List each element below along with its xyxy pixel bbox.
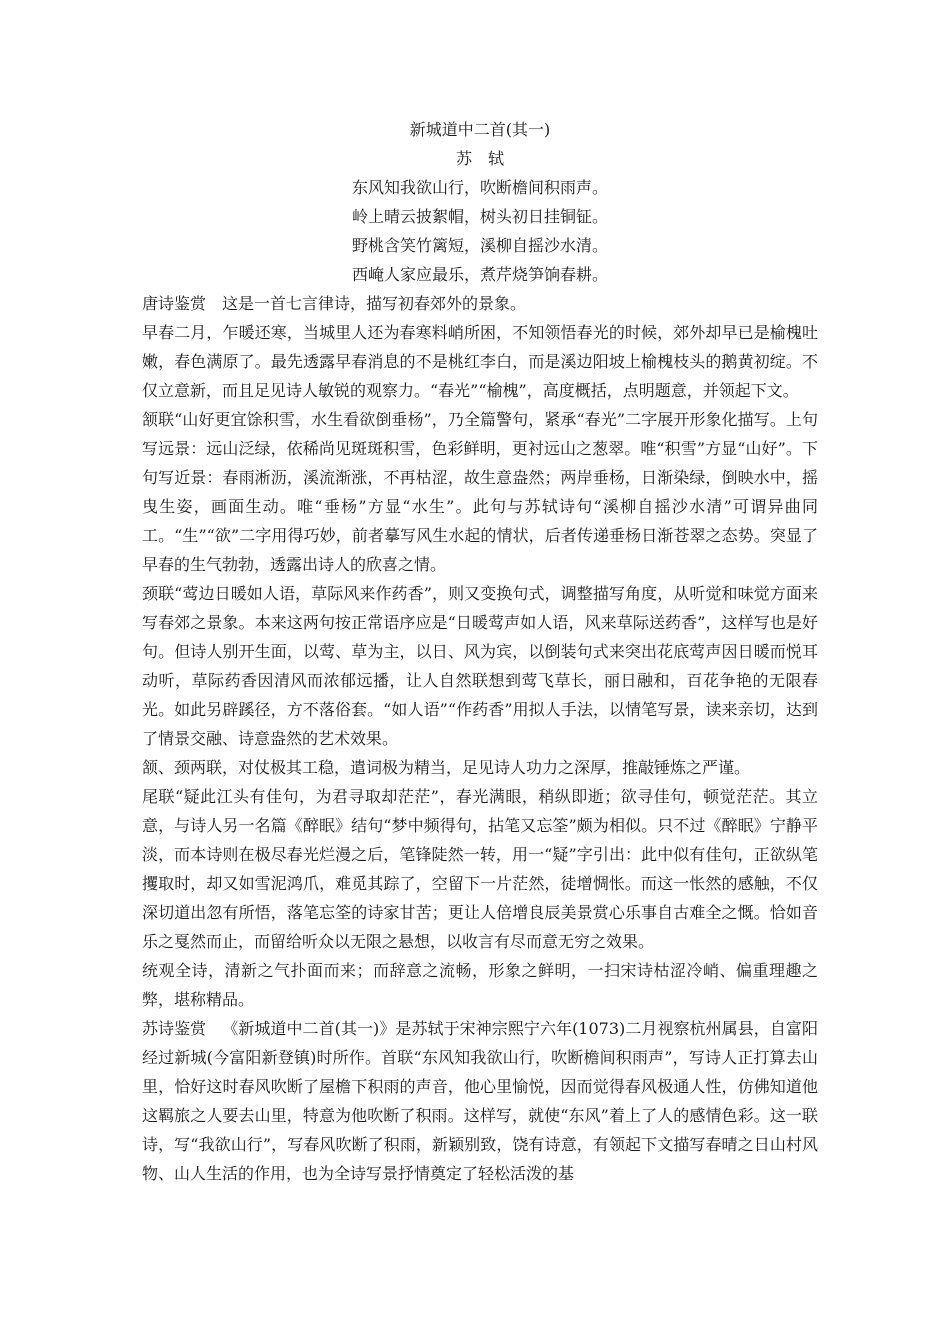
tang-paragraph: 颔联“山好更宜馀积雪，水生看欲倒垂杨”，乃全篇警句，紧承“春光”二字展开形象化描写。上句写远景：远山泛绿，依稀尚见斑斑积雪，色彩鲜明，更衬远山之葱翠。唯“积雪”方显“山好”。下句写近景：春雨淅沥，溪流渐涨，不再枯涩，故生意盎然；两岸垂杨，日渐染绿，倒映水中，摇曳生姿，画面生动。唯“垂杨”方显“水生”。此句与苏轼诗句“溪柳自摇沙水清”可谓异曲同工。“生”“欲”二字用得巧妙，前者摹写风生水起的情状，后者传递垂杨日渐苍翠之态势。突显了早春的生气勃勃，透露出诗人的欣喜之情。 [142,410,818,574]
poem-line: 岭上晴云披絮帽，树头初日挂铜钲。 [351,207,608,226]
commentary-body [142,289,818,1188]
tang-paragraph: 尾联“疑此江头有佳句，为君寻取却茫茫”，春光满眼，稍纵即逝；欲寻佳句，顿觉茫茫。其立意，与诗人另一名篇《醉眠》结句“梦中频得句，拈笔又忘筌”颇为相似。只不过《醉眠》宁静平淡，而本诗则在极尽春光烂漫之后，笔锋陡然一转，用一“疑”字引出：此中似有佳句，正欲纵笔攫取时，却又如雪泥鸿爪，难觅其踪了，空留下一片茫然，徒增惆怅。而这一怅然的感触，不仅深切道出忽有所悟，落笔忘筌的诗家甘苦；更让人倍增良辰美景赏心乐事自古难全之慨。恰如音乐之戛然而止，而留给听众以无限之悬想，以收言有尽而意无穷之效果。 [142,787,818,951]
tang-paragraph: 统观全诗，清新之气扑面而来；而辞意之流畅，形象之鲜明，一扫宋诗枯涩冷峭、偏重理趣之弊，堪称精品。 [142,961,818,1009]
poem-block [142,115,818,289]
tang-paragraph: 颔、颈两联，对仗极其工稳，遣词极为精当，足见诗人功力之深厚，推敲锤炼之严谨。 [142,758,751,777]
tang-commentary-label: 唐诗鉴赏 [142,294,207,313]
su-commentary-text: 《新城道中二首(其一)》是苏轼于宋神宗熙宁六年(1073)二月视察杭州属县，自富阳经过新城(今富阳新登镇)时所作。首联“东风知我欲山行，吹断檐间积雨声”，写诗人正打算去山里，恰好这时春风吹断了屋檐下积雨的声音，他心里愉悦，因而觉得春风极通人性，仿佛知道他这羁旅之人要去山里，特意为他吹断了积雨。这样写，就使“东风”着上了人的感情色彩。这一联诗，写“我欲山行”，写春风吹断了积雨，新颖别致，饶有诗意，有领起下文描写春晴之日山村风物、山人生活的作用，也为全诗写景抒情奠定了轻松活泼的基 [142,1019,818,1183]
poem-line: 东风知我欲山行，吹断檐间积雨声。 [351,178,608,197]
su-paragraph [142,1014,818,1188]
tang-paragraph: 早春二月，乍暖还寒，当城里人还为春寒料峭所困，不知领悟春光的时候，郊外却早已是榆槐吐嫩，春色满原了。最先透露早春消息的不是桃红李白，而是溪边阳坡上榆槐枝头的鹅黄初绽。不仅立意新，而且足见诗人敏锐的观察力。“春光”“榆槐”，高度概括，点明题意，并领起下文。 [142,323,818,400]
poem-title: 新城道中二首(其一) [409,120,551,139]
su-commentary-label: 苏诗鉴赏 [142,1019,207,1038]
tang-intro-text: 这是一首七言律诗，描写初春郊外的景象。 [222,294,527,313]
poem-author: 苏 轼 [455,149,504,168]
document-page [142,115,818,1188]
poem-line: 西崦人家应最乐，煮芹烧笋饷春耕。 [351,265,608,284]
poem-line: 野桃含笑竹篱短，溪柳自摇沙水清。 [351,236,608,255]
tang-intro-paragraph [142,289,818,318]
tang-paragraph: 颈联“莺边日暖如人语，草际风来作药香”，则又变换句式，调整描写角度，从听觉和味觉方面来写春郊之景象。本来这两句按正常语序应是“日暖莺声如人语，风来草际送药香”，这样写也是好句。但诗人别开生面，以莺、草为主，以日、风为宾，以倒装句式来突出花底莺声因日暖而悦耳动听，草际药香因清风而浓郁远播，让人自然联想到莺飞草长，丽日融和，百花争艳的无限春光。如此另辟蹊径，方不落俗套。“如人语”“作药香”用拟人手法，以情笔写景，读来亲切，达到了情景交融、诗意盎然的艺术效果。 [142,584,818,748]
